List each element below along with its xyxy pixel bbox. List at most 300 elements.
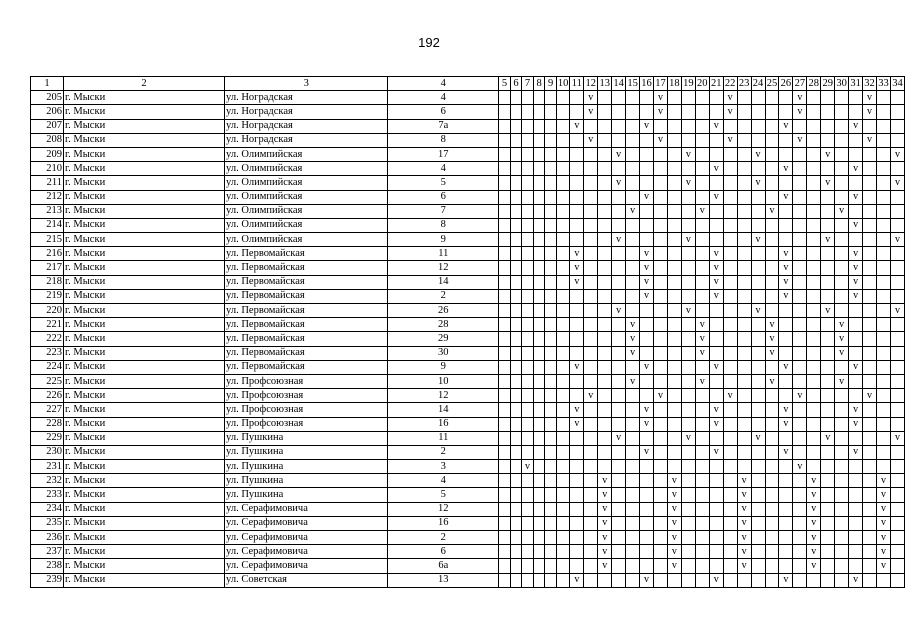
mark-cell-col-25 <box>765 261 779 275</box>
mark-cell-col-12 <box>584 218 598 232</box>
mark-cell-col-24: v <box>751 233 765 247</box>
mark-cell-col-14 <box>612 91 626 105</box>
row-number: 222 <box>31 332 64 346</box>
row-number: 229 <box>31 431 64 445</box>
mark-cell-col-19 <box>681 417 695 431</box>
mark-cell-col-33 <box>877 218 891 232</box>
mark-cell-col-21: v <box>709 360 723 374</box>
mark-cell-col-27 <box>793 204 807 218</box>
mark-cell-col-9 <box>545 176 557 190</box>
mark-cell-col-25 <box>765 445 779 459</box>
mark-cell-col-23 <box>737 417 751 431</box>
street-cell: ул. Профсоюзная <box>225 374 388 388</box>
mark-cell-col-17 <box>654 318 668 332</box>
mark-cell-col-31 <box>849 204 863 218</box>
mark-cell-col-6 <box>510 531 522 545</box>
mark-cell-col-17 <box>654 275 668 289</box>
mark-cell-col-6 <box>510 176 522 190</box>
mark-cell-col-11: v <box>570 573 584 587</box>
mark-cell-col-26: v <box>779 360 793 374</box>
mark-cell-col-14: v <box>612 147 626 161</box>
mark-cell-col-33 <box>877 275 891 289</box>
mark-cell-col-26: v <box>779 445 793 459</box>
mark-cell-col-11: v <box>570 403 584 417</box>
mark-cell-col-14 <box>612 389 626 403</box>
column-header-26: 26 <box>779 77 793 91</box>
mark-cell-col-18 <box>667 162 681 176</box>
mark-cell-col-11 <box>570 545 584 559</box>
mark-cell-col-29 <box>821 218 835 232</box>
row-number: 233 <box>31 488 64 502</box>
mark-cell-col-12 <box>584 261 598 275</box>
mark-cell-col-7 <box>522 176 534 190</box>
mark-cell-col-27 <box>793 502 807 516</box>
mark-cell-col-18 <box>667 360 681 374</box>
mark-cell-col-27 <box>793 516 807 530</box>
mark-cell-col-20 <box>695 403 709 417</box>
mark-cell-col-5 <box>499 190 511 204</box>
mark-cell-col-17 <box>654 261 668 275</box>
mark-cell-col-6 <box>510 417 522 431</box>
table-row <box>31 559 905 573</box>
mark-cell-col-19 <box>681 374 695 388</box>
mark-cell-col-5 <box>499 289 511 303</box>
mark-cell-col-22 <box>723 218 737 232</box>
mark-cell-col-8 <box>533 516 545 530</box>
mark-cell-col-22 <box>723 162 737 176</box>
table-row <box>31 233 905 247</box>
mark-cell-col-16 <box>640 460 654 474</box>
mark-cell-col-12 <box>584 531 598 545</box>
mark-cell-col-14 <box>612 474 626 488</box>
mark-cell-col-25: v <box>765 374 779 388</box>
mark-cell-col-16 <box>640 318 654 332</box>
mark-cell-col-5 <box>499 573 511 587</box>
mark-cell-col-9 <box>545 318 557 332</box>
city-cell: г. Мыски <box>64 105 225 119</box>
mark-cell-col-32: v <box>863 133 877 147</box>
mark-cell-col-24 <box>751 403 765 417</box>
mark-cell-col-32 <box>863 119 877 133</box>
mark-cell-col-23 <box>737 318 751 332</box>
mark-cell-col-14: v <box>612 431 626 445</box>
mark-cell-col-29 <box>821 318 835 332</box>
mark-cell-col-22 <box>723 289 737 303</box>
mark-cell-col-26 <box>779 531 793 545</box>
mark-cell-col-27 <box>793 332 807 346</box>
mark-cell-col-12 <box>584 275 598 289</box>
mark-cell-col-18 <box>667 247 681 261</box>
mark-cell-col-7 <box>522 559 534 573</box>
mark-cell-col-22 <box>723 147 737 161</box>
mark-cell-col-17 <box>654 162 668 176</box>
row-number: 226 <box>31 389 64 403</box>
mark-cell-col-5 <box>499 275 511 289</box>
mark-cell-col-32 <box>863 573 877 587</box>
mark-cell-col-11 <box>570 304 584 318</box>
house-cell: 2 <box>388 445 499 459</box>
mark-cell-col-20 <box>695 105 709 119</box>
mark-cell-col-5 <box>499 233 511 247</box>
mark-cell-col-10 <box>556 218 570 232</box>
page-number: 192 <box>418 35 440 50</box>
mark-cell-col-12 <box>584 502 598 516</box>
mark-cell-col-23 <box>737 304 751 318</box>
mark-cell-col-8 <box>533 304 545 318</box>
mark-cell-col-29 <box>821 573 835 587</box>
mark-cell-col-5 <box>499 105 511 119</box>
mark-cell-col-20 <box>695 431 709 445</box>
column-header-23: 23 <box>737 77 751 91</box>
mark-cell-col-29 <box>821 389 835 403</box>
mark-cell-col-28 <box>807 247 821 261</box>
mark-cell-col-14 <box>612 559 626 573</box>
mark-cell-col-19 <box>681 289 695 303</box>
mark-cell-col-33 <box>877 318 891 332</box>
mark-cell-col-13 <box>598 573 612 587</box>
mark-cell-col-10 <box>556 133 570 147</box>
mark-cell-col-15 <box>626 502 640 516</box>
mark-cell-col-24 <box>751 417 765 431</box>
mark-cell-col-8 <box>533 147 545 161</box>
mark-cell-col-8 <box>533 332 545 346</box>
mark-cell-col-9 <box>545 502 557 516</box>
mark-cell-col-31 <box>849 502 863 516</box>
mark-cell-col-19 <box>681 559 695 573</box>
mark-cell-col-34 <box>890 247 904 261</box>
mark-cell-col-24 <box>751 445 765 459</box>
mark-cell-col-16 <box>640 147 654 161</box>
mark-cell-col-18 <box>667 445 681 459</box>
mark-cell-col-9 <box>545 445 557 459</box>
mark-cell-col-21: v <box>709 573 723 587</box>
mark-cell-col-32 <box>863 289 877 303</box>
mark-cell-col-27 <box>793 261 807 275</box>
mark-cell-col-12 <box>584 162 598 176</box>
mark-cell-col-18 <box>667 233 681 247</box>
mark-cell-col-25: v <box>765 346 779 360</box>
mark-cell-col-33: v <box>877 516 891 530</box>
mark-cell-col-9 <box>545 332 557 346</box>
table-row <box>31 374 905 388</box>
mark-cell-col-7 <box>522 531 534 545</box>
mark-cell-col-23 <box>737 91 751 105</box>
mark-cell-col-13: v <box>598 531 612 545</box>
mark-cell-col-11: v <box>570 275 584 289</box>
city-cell: г. Мыски <box>64 176 225 190</box>
mark-cell-col-16 <box>640 233 654 247</box>
row-number: 218 <box>31 275 64 289</box>
mark-cell-col-6 <box>510 275 522 289</box>
city-cell: г. Мыски <box>64 346 225 360</box>
table-row <box>31 531 905 545</box>
mark-cell-col-15 <box>626 431 640 445</box>
mark-cell-col-8 <box>533 190 545 204</box>
mark-cell-col-16: v <box>640 403 654 417</box>
mark-cell-col-31 <box>849 374 863 388</box>
mark-cell-col-5 <box>499 445 511 459</box>
mark-cell-col-22 <box>723 190 737 204</box>
mark-cell-col-12 <box>584 332 598 346</box>
mark-cell-col-14 <box>612 247 626 261</box>
mark-cell-col-33 <box>877 162 891 176</box>
mark-cell-col-13 <box>598 445 612 459</box>
mark-cell-col-30 <box>835 389 849 403</box>
mark-cell-col-30: v <box>835 332 849 346</box>
mark-cell-col-20: v <box>695 374 709 388</box>
mark-cell-col-21 <box>709 474 723 488</box>
city-cell: г. Мыски <box>64 374 225 388</box>
mark-cell-col-21: v <box>709 403 723 417</box>
mark-cell-col-11 <box>570 233 584 247</box>
mark-cell-col-8 <box>533 289 545 303</box>
mark-cell-col-13: v <box>598 516 612 530</box>
mark-cell-col-31 <box>849 431 863 445</box>
mark-cell-col-32 <box>863 218 877 232</box>
mark-cell-col-32 <box>863 275 877 289</box>
mark-cell-col-8 <box>533 176 545 190</box>
mark-cell-col-29: v <box>821 304 835 318</box>
mark-cell-col-34 <box>890 162 904 176</box>
mark-cell-col-30 <box>835 275 849 289</box>
mark-cell-col-28: v <box>807 545 821 559</box>
mark-cell-col-14: v <box>612 176 626 190</box>
mark-cell-col-14 <box>612 403 626 417</box>
mark-cell-col-34 <box>890 516 904 530</box>
mark-cell-col-22 <box>723 545 737 559</box>
mark-cell-col-5 <box>499 119 511 133</box>
mark-cell-col-11: v <box>570 247 584 261</box>
mark-cell-col-30 <box>835 417 849 431</box>
mark-cell-col-23 <box>737 445 751 459</box>
mark-cell-col-21 <box>709 318 723 332</box>
mark-cell-col-13 <box>598 332 612 346</box>
mark-cell-col-24 <box>751 374 765 388</box>
mark-cell-col-27 <box>793 431 807 445</box>
column-header-15: 15 <box>626 77 640 91</box>
mark-cell-col-6 <box>510 204 522 218</box>
mark-cell-col-21 <box>709 346 723 360</box>
mark-cell-col-16 <box>640 346 654 360</box>
house-cell: 11 <box>388 431 499 445</box>
row-number: 224 <box>31 360 64 374</box>
mark-cell-col-8 <box>533 275 545 289</box>
street-cell: ул. Первомайская <box>225 275 388 289</box>
mark-cell-col-11 <box>570 531 584 545</box>
column-header-27: 27 <box>793 77 807 91</box>
mark-cell-col-21: v <box>709 417 723 431</box>
house-cell: 12 <box>388 502 499 516</box>
mark-cell-col-10 <box>556 318 570 332</box>
mark-cell-col-7 <box>522 474 534 488</box>
table-row <box>31 516 905 530</box>
mark-cell-col-21 <box>709 559 723 573</box>
mark-cell-col-26 <box>779 204 793 218</box>
mark-cell-col-19 <box>681 318 695 332</box>
mark-cell-col-34 <box>890 289 904 303</box>
street-cell: ул. Олимпийская <box>225 204 388 218</box>
column-header-28: 28 <box>807 77 821 91</box>
column-header-11: 11 <box>570 77 584 91</box>
mark-cell-col-9 <box>545 91 557 105</box>
mark-cell-col-6 <box>510 516 522 530</box>
mark-cell-col-34 <box>890 318 904 332</box>
mark-cell-col-20 <box>695 502 709 516</box>
mark-cell-col-7 <box>522 445 534 459</box>
street-cell: ул. Олимпийская <box>225 233 388 247</box>
mark-cell-col-30 <box>835 190 849 204</box>
mark-cell-col-17 <box>654 233 668 247</box>
mark-cell-col-10 <box>556 374 570 388</box>
mark-cell-col-32 <box>863 261 877 275</box>
table-row <box>31 474 905 488</box>
mark-cell-col-14 <box>612 162 626 176</box>
mark-cell-col-6 <box>510 460 522 474</box>
mark-cell-col-26 <box>779 304 793 318</box>
mark-cell-col-23 <box>737 105 751 119</box>
mark-cell-col-16 <box>640 332 654 346</box>
mark-cell-col-30 <box>835 502 849 516</box>
mark-cell-col-34 <box>890 346 904 360</box>
mark-cell-col-25 <box>765 218 779 232</box>
mark-cell-col-9 <box>545 275 557 289</box>
house-cell: 14 <box>388 403 499 417</box>
mark-cell-col-19 <box>681 502 695 516</box>
mark-cell-col-10 <box>556 417 570 431</box>
city-cell: г. Мыски <box>64 488 225 502</box>
mark-cell-col-28 <box>807 318 821 332</box>
row-number: 231 <box>31 460 64 474</box>
mark-cell-col-19: v <box>681 431 695 445</box>
mark-cell-col-22 <box>723 573 737 587</box>
mark-cell-col-21: v <box>709 445 723 459</box>
street-cell: ул. Олимпийская <box>225 176 388 190</box>
mark-cell-col-14 <box>612 275 626 289</box>
mark-cell-col-12 <box>584 573 598 587</box>
mark-cell-col-13 <box>598 403 612 417</box>
mark-cell-col-13 <box>598 105 612 119</box>
mark-cell-col-23: v <box>737 516 751 530</box>
city-cell: г. Мыски <box>64 218 225 232</box>
mark-cell-col-28 <box>807 289 821 303</box>
mark-cell-col-6 <box>510 304 522 318</box>
mark-cell-col-18 <box>667 332 681 346</box>
mark-cell-col-11 <box>570 190 584 204</box>
mark-cell-col-20 <box>695 289 709 303</box>
mark-cell-col-27 <box>793 218 807 232</box>
mark-cell-col-21 <box>709 233 723 247</box>
mark-cell-col-18 <box>667 289 681 303</box>
mark-cell-col-22 <box>723 176 737 190</box>
mark-cell-col-8 <box>533 247 545 261</box>
mark-cell-col-33 <box>877 389 891 403</box>
mark-cell-col-17 <box>654 176 668 190</box>
mark-cell-col-10 <box>556 531 570 545</box>
table-row <box>31 502 905 516</box>
mark-cell-col-8 <box>533 460 545 474</box>
mark-cell-col-11 <box>570 204 584 218</box>
mark-cell-col-11: v <box>570 119 584 133</box>
mark-cell-col-14 <box>612 360 626 374</box>
mark-cell-col-20 <box>695 247 709 261</box>
mark-cell-col-30 <box>835 218 849 232</box>
mark-cell-col-25 <box>765 460 779 474</box>
mark-cell-col-24 <box>751 516 765 530</box>
mark-cell-col-31 <box>849 105 863 119</box>
mark-cell-col-7 <box>522 233 534 247</box>
mark-cell-col-32 <box>863 176 877 190</box>
mark-cell-col-24: v <box>751 176 765 190</box>
mark-cell-col-18 <box>667 389 681 403</box>
row-number: 219 <box>31 289 64 303</box>
mark-cell-col-25 <box>765 105 779 119</box>
mark-cell-col-13 <box>598 289 612 303</box>
mark-cell-col-12 <box>584 247 598 261</box>
mark-cell-col-9 <box>545 573 557 587</box>
mark-cell-col-23 <box>737 332 751 346</box>
mark-cell-col-6 <box>510 360 522 374</box>
mark-cell-col-28 <box>807 218 821 232</box>
mark-cell-col-24 <box>751 346 765 360</box>
city-cell: г. Мыски <box>64 190 225 204</box>
mark-cell-col-14 <box>612 204 626 218</box>
mark-cell-col-24 <box>751 531 765 545</box>
mark-cell-col-23: v <box>737 531 751 545</box>
mark-cell-col-24 <box>751 133 765 147</box>
mark-cell-col-8 <box>533 573 545 587</box>
mark-cell-col-27 <box>793 190 807 204</box>
mark-cell-col-26 <box>779 474 793 488</box>
mark-cell-col-12 <box>584 233 598 247</box>
mark-cell-col-26 <box>779 147 793 161</box>
mark-cell-col-16 <box>640 502 654 516</box>
mark-cell-col-17: v <box>654 389 668 403</box>
row-number: 214 <box>31 218 64 232</box>
mark-cell-col-25 <box>765 247 779 261</box>
mark-cell-col-21 <box>709 304 723 318</box>
mark-cell-col-19: v <box>681 147 695 161</box>
mark-cell-col-30 <box>835 91 849 105</box>
mark-cell-col-25 <box>765 147 779 161</box>
mark-cell-col-22 <box>723 233 737 247</box>
row-number: 212 <box>31 190 64 204</box>
row-number: 211 <box>31 176 64 190</box>
row-number: 237 <box>31 545 64 559</box>
house-cell: 14 <box>388 275 499 289</box>
mark-cell-col-6 <box>510 91 522 105</box>
mark-cell-col-32 <box>863 488 877 502</box>
mark-cell-col-22 <box>723 445 737 459</box>
city-cell: г. Мыски <box>64 545 225 559</box>
mark-cell-col-12 <box>584 147 598 161</box>
mark-cell-col-29: v <box>821 431 835 445</box>
city-cell: г. Мыски <box>64 289 225 303</box>
mark-cell-col-26 <box>779 559 793 573</box>
mark-cell-col-27 <box>793 360 807 374</box>
mark-cell-col-34 <box>890 474 904 488</box>
mark-cell-col-21 <box>709 531 723 545</box>
city-cell: г. Мыски <box>64 247 225 261</box>
mark-cell-col-21 <box>709 91 723 105</box>
mark-cell-col-34: v <box>890 147 904 161</box>
mark-cell-col-28: v <box>807 488 821 502</box>
mark-cell-col-34 <box>890 261 904 275</box>
mark-cell-col-16: v <box>640 360 654 374</box>
mark-cell-col-17 <box>654 247 668 261</box>
mark-cell-col-28: v <box>807 516 821 530</box>
mark-cell-col-24: v <box>751 304 765 318</box>
mark-cell-col-22 <box>723 460 737 474</box>
